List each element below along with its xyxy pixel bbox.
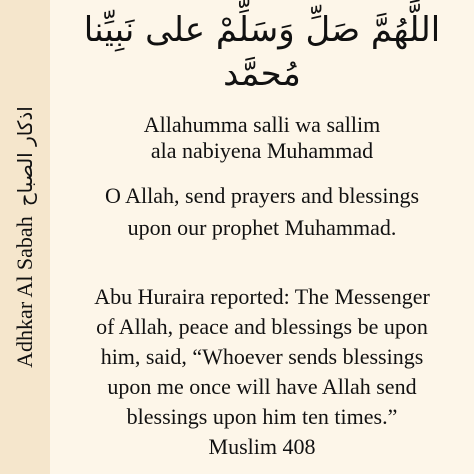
arabic-line-1: اللَّهُمَّ صَلِّ وَسَلِّمْ على نَبِيِّنا	[83, 10, 441, 50]
translation-line-1: O Allah, send prayers and blessings	[104, 183, 420, 208]
hadith-source: Muslim 408	[208, 434, 316, 459]
translation-line-2: upon our prophet Muhammad.	[127, 215, 397, 240]
hadith-line-5: blessings upon him ten times.”	[126, 404, 398, 429]
hadith-line-2: of Allah, peace and blessings be upon	[96, 314, 428, 339]
transliteration-line-2: ala nabiyena Muhammad	[150, 138, 374, 163]
side-strip	[0, 0, 50, 474]
side-label-english: Adhkar Al Sabah	[12, 216, 37, 368]
side-label-arabic: اذكار الصباح	[13, 106, 37, 207]
side-label	[12, 106, 38, 368]
content	[50, 0, 474, 474]
arabic-line-2: مُحمَّد	[223, 54, 301, 94]
translation	[50, 180, 474, 244]
hadith-line-4: upon me once will have Allah send	[107, 374, 417, 399]
transliteration	[50, 112, 474, 164]
transliteration-line-1: Allahumma salli wa sallim	[143, 112, 381, 137]
hadith-line-1: Abu Huraira reported: The Messenger	[94, 284, 430, 309]
hadith-text	[50, 282, 474, 462]
hadith-line-3: him, said, “Whoever sends blessings	[100, 344, 424, 369]
arabic-supplication	[50, 8, 474, 96]
